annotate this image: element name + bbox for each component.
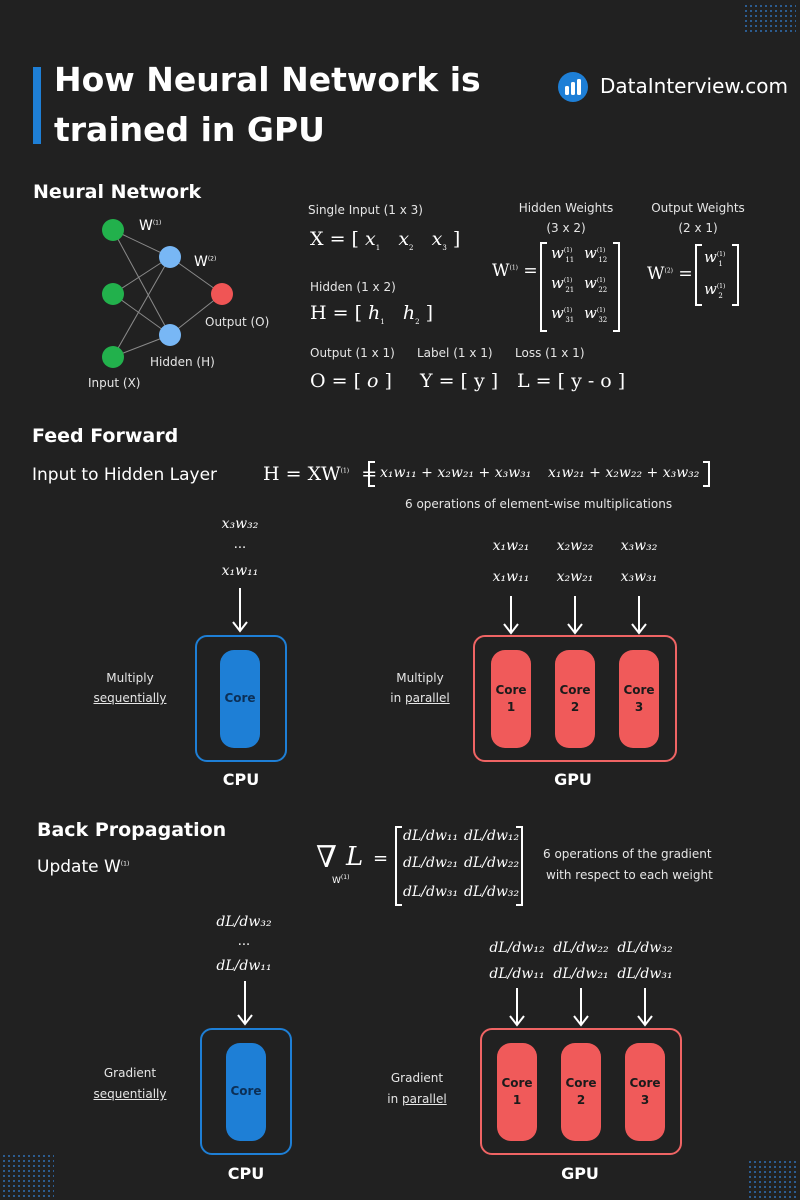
hidden-weight-cell bbox=[584, 304, 607, 324]
ff-cpu-side-label-1: Multiply bbox=[106, 671, 154, 685]
bp-gpu-core-label bbox=[501, 1075, 532, 1110]
bp-gpu-op-bottom-1: dL/dw₁₁ bbox=[489, 966, 545, 982]
output-weight-subscript: 2 bbox=[718, 292, 723, 300]
feed-forward-left-bracket bbox=[368, 461, 375, 487]
output-weight-cell bbox=[704, 280, 726, 300]
hidden-weight-symbol: w bbox=[551, 274, 564, 292]
output-def-label: Output (1 x 1) bbox=[310, 346, 395, 360]
ff-gpu-core-label bbox=[495, 682, 526, 717]
ff-gpu-op-top-1: x₁w₂₁ bbox=[492, 538, 530, 554]
ff-gpu-op-bottom-2: x₂w₂₁ bbox=[556, 569, 594, 585]
feed-forward-right-bracket bbox=[703, 461, 710, 487]
hidden-weight-cell bbox=[584, 244, 607, 264]
bp-gpu-core-2 bbox=[561, 1043, 601, 1141]
ff-gpu-core-label bbox=[559, 682, 590, 717]
gradient-matrix-cell: dL/dw₂₂ bbox=[464, 855, 520, 871]
output-weight-superscript: (1) bbox=[716, 283, 726, 290]
w2-label: $W^{(2)}$ bbox=[194, 254, 217, 270]
bp-gpu-core-number: 2 bbox=[576, 1093, 586, 1107]
hidden-weight-symbol: w bbox=[551, 304, 564, 322]
bp-gpu-label: GPU bbox=[561, 1164, 599, 1183]
hidden-weight-symbol: w bbox=[584, 274, 597, 292]
ff-cpu-bottom-op: x₁w₁₁ bbox=[221, 563, 259, 579]
output-weight-subscript: 1 bbox=[718, 260, 723, 268]
ff-gpu-down-arrow-icon bbox=[566, 596, 584, 636]
bp-gpu-down-arrow-icon bbox=[636, 988, 654, 1028]
bp-cpu-top-op: dL/dw₃₂ bbox=[216, 914, 272, 930]
gradient-matrix-cell: dL/dw₃₁ bbox=[403, 884, 459, 900]
bp-gpu-op-bottom-2: dL/dw₂₁ bbox=[553, 966, 609, 982]
bp-gpu-core-name: Core bbox=[565, 1075, 597, 1090]
ff-gpu-side-label-1: Multiply bbox=[396, 671, 444, 685]
hidden-node-1 bbox=[159, 246, 181, 268]
ff-gpu-label: GPU bbox=[554, 770, 592, 789]
hidden-weight-superscript: (1) bbox=[563, 307, 573, 314]
hidden-weight-subscript: 12 bbox=[598, 256, 608, 264]
output-weights-lhs: $W^{(2)}$ = bbox=[647, 264, 693, 284]
bp-cpu-side-label-2: sequentially bbox=[93, 1087, 167, 1101]
bp-cpu-core-label: Core bbox=[230, 1084, 262, 1099]
feed-forward-row-1: x₁w₁₁ + x₂w₂₁ + x₃w₃₁ bbox=[380, 465, 532, 481]
hidden-weight-subscript: 22 bbox=[598, 286, 608, 294]
bar-chart-logo-icon bbox=[557, 71, 589, 103]
hidden-weights-right-bracket bbox=[613, 242, 620, 332]
hidden-weight-symbol: w bbox=[551, 244, 564, 262]
single-input-label: Single Input (1 x 3) bbox=[308, 203, 423, 217]
hidden-weight-cell bbox=[584, 274, 607, 294]
hidden-weight-cell bbox=[551, 274, 574, 294]
ff-cpu-top-op: x₃w₃₂ bbox=[221, 516, 259, 532]
output-weight-superscript: (1) bbox=[716, 251, 726, 258]
bp-gpu-core-label bbox=[565, 1075, 596, 1110]
hidden-weights-label: Hidden Weights bbox=[518, 201, 614, 215]
bp-gpu-side-label-2: in parallel bbox=[387, 1092, 447, 1106]
bp-cpu-bottom-op: dL/dw₁₁ bbox=[216, 958, 272, 974]
gradient-equals: = bbox=[373, 848, 389, 869]
ff-gpu-core-name: Core bbox=[623, 682, 655, 697]
page-title-line-2: trained in GPU bbox=[54, 110, 325, 149]
ff-gpu-core-name: Core bbox=[495, 682, 527, 697]
input-layer-label: Input (X) bbox=[88, 376, 141, 390]
loss-def-label: Loss (1 x 1) bbox=[515, 346, 585, 360]
page-title-line-1: How Neural Network is bbox=[54, 60, 481, 99]
hidden-def-expression: H = [ $h_1$ $h_2$ ] bbox=[310, 302, 434, 326]
dot-grid-bottom-left bbox=[2, 1154, 54, 1198]
hidden-weight-symbol: w bbox=[584, 244, 597, 262]
output-weight-symbol: w bbox=[704, 248, 717, 266]
gradient-matrix-cell: dL/dw₁₁ bbox=[403, 828, 459, 844]
ff-gpu-core-number: 3 bbox=[634, 700, 644, 714]
gradient-matrix-cell: dL/dw₂₁ bbox=[403, 855, 459, 871]
title-accent-bar bbox=[33, 67, 41, 144]
gradient-note-line-2: with respect to each weight bbox=[546, 868, 713, 882]
ff-gpu-op-top-2: x₂w₂₂ bbox=[556, 538, 594, 554]
bp-cpu-down-arrow-icon bbox=[236, 981, 254, 1027]
bp-cpu-core bbox=[226, 1043, 266, 1141]
back-propagation-heading: Back Propagation bbox=[37, 819, 227, 841]
ff-gpu-side-label-2: in parallel bbox=[390, 691, 450, 705]
hidden-weights-left-bracket bbox=[540, 242, 547, 332]
gradient-matrix-left-bracket bbox=[395, 826, 402, 906]
w1-label: $W^{(1)}$ bbox=[139, 218, 162, 234]
ff-gpu-core-name: Core bbox=[559, 682, 591, 697]
feed-forward-note: 6 operations of element-wise multiplications bbox=[405, 497, 673, 511]
hidden-weight-superscript: (1) bbox=[596, 277, 606, 284]
dot-grid-top-right bbox=[744, 4, 796, 34]
output-weights-dims: (2 x 1) bbox=[678, 221, 718, 235]
bp-gpu-op-top-3: dL/dw₃₂ bbox=[617, 940, 673, 956]
ff-gpu-core-number: 1 bbox=[506, 700, 516, 714]
bp-gpu-down-arrow-icon bbox=[572, 988, 590, 1028]
neural-network-heading: Neural Network bbox=[33, 181, 202, 203]
feed-forward-row-2: x₁w₂₁ + x₂w₂₂ + x₃w₃₂ bbox=[548, 465, 700, 481]
bp-gpu-core-1 bbox=[497, 1043, 537, 1141]
output-weight-symbol: w bbox=[704, 280, 717, 298]
ff-cpu-core-label: Core bbox=[224, 691, 256, 706]
hidden-weights-dims: (3 x 2) bbox=[546, 221, 586, 235]
label-def-expression: Y = [ y ] bbox=[420, 370, 499, 392]
input-node-1 bbox=[102, 219, 124, 241]
hidden-weight-superscript: (1) bbox=[563, 247, 573, 254]
ff-cpu-down-arrow-icon bbox=[231, 588, 249, 634]
single-input-expression: X = [ $x_1$ $x_2$ $x_3$ ] bbox=[310, 228, 461, 252]
hidden-def-label: Hidden (1 x 2) bbox=[310, 280, 396, 294]
ff-gpu-op-bottom-1: x₁w₁₁ bbox=[492, 569, 530, 585]
output-weights-right-bracket bbox=[732, 244, 739, 306]
feed-forward-equation-lhs: $H = XW^{(1)}$ = bbox=[263, 463, 378, 485]
hidden-weights-lhs: $W^{(1)}$ = bbox=[492, 261, 538, 281]
bp-cpu-side-label-1: Gradient bbox=[103, 1066, 157, 1080]
gradient-nabla-icon: ∇ bbox=[316, 840, 337, 875]
input-to-hidden-subheading: Input to Hidden Layer bbox=[32, 465, 218, 485]
ff-gpu-core-3 bbox=[619, 650, 659, 748]
bp-gpu-core-name: Core bbox=[501, 1075, 533, 1090]
bp-gpu-op-top-2: dL/dw₂₂ bbox=[553, 940, 609, 956]
ff-gpu-core-number: 2 bbox=[570, 700, 580, 714]
ff-cpu-dots: ... bbox=[233, 537, 247, 552]
bp-gpu-core-number: 3 bbox=[640, 1093, 650, 1107]
output-weights-label: Output Weights bbox=[651, 201, 745, 215]
output-def-expression: O = [ o ] bbox=[310, 370, 392, 392]
gradient-matrix-cell: dL/dw₁₂ bbox=[464, 828, 520, 844]
ff-cpu-core bbox=[220, 650, 260, 748]
output-layer-label: Output (O) bbox=[205, 315, 270, 329]
input-node-3 bbox=[102, 346, 124, 368]
ff-gpu-core-1 bbox=[491, 650, 531, 748]
hidden-weight-subscript: 11 bbox=[565, 256, 575, 264]
output-weights-left-bracket bbox=[695, 244, 702, 306]
hidden-node-2 bbox=[159, 324, 181, 346]
label-def-label: Label (1 x 1) bbox=[417, 346, 493, 360]
ff-gpu-core-2 bbox=[555, 650, 595, 748]
hidden-weight-cell bbox=[551, 244, 574, 264]
gradient-subscript: $W^{(1)}$ bbox=[332, 874, 350, 886]
loss-def-expression: L = [ y - o ] bbox=[517, 370, 626, 392]
ff-gpu-core-label bbox=[623, 682, 654, 717]
hidden-weight-symbol: w bbox=[584, 304, 597, 322]
hidden-weight-subscript: 31 bbox=[565, 316, 575, 324]
bp-gpu-side-label-1: Gradient bbox=[390, 1071, 444, 1085]
ff-cpu-side-label-2: sequentially bbox=[93, 691, 167, 705]
ff-gpu-down-arrow-icon bbox=[630, 596, 648, 636]
bp-gpu-op-bottom-3: dL/dw₃₁ bbox=[617, 966, 673, 982]
bp-gpu-core-label bbox=[629, 1075, 660, 1110]
input-node-2 bbox=[102, 283, 124, 305]
hidden-weight-subscript: 32 bbox=[598, 316, 608, 324]
bp-gpu-core-number: 1 bbox=[512, 1093, 522, 1107]
bp-cpu-dots: ... bbox=[237, 934, 251, 949]
ff-gpu-op-bottom-3: x₃w₃₁ bbox=[620, 569, 658, 585]
gradient-matrix-cell: dL/dw₃₂ bbox=[464, 884, 520, 900]
hidden-weight-subscript: 21 bbox=[565, 286, 575, 294]
feed-forward-heading: Feed Forward bbox=[32, 425, 179, 447]
hidden-layer-label: Hidden (H) bbox=[150, 355, 215, 369]
ff-gpu-op-top-3: x₃w₃₂ bbox=[620, 538, 658, 554]
brand-name: DataInterview.com bbox=[600, 74, 788, 98]
hidden-weight-cell bbox=[551, 304, 574, 324]
bp-cpu-label: CPU bbox=[227, 1164, 265, 1183]
bp-gpu-down-arrow-icon bbox=[508, 988, 526, 1028]
bp-gpu-core-name: Core bbox=[629, 1075, 661, 1090]
bp-gpu-core-3 bbox=[625, 1043, 665, 1141]
hidden-weight-superscript: (1) bbox=[563, 277, 573, 284]
hidden-weight-superscript: (1) bbox=[596, 247, 606, 254]
ff-cpu-label: CPU bbox=[222, 770, 260, 789]
gradient-loss-symbol: L bbox=[346, 842, 364, 872]
hidden-weight-superscript: (1) bbox=[596, 307, 606, 314]
gradient-note-line-1: 6 operations of the gradient bbox=[543, 847, 712, 861]
dot-grid-bottom-right bbox=[748, 1160, 798, 1198]
output-node bbox=[211, 283, 233, 305]
update-w-subheading: Update $W^{(1)}$ bbox=[37, 857, 130, 877]
ff-gpu-down-arrow-icon bbox=[502, 596, 520, 636]
bp-gpu-op-top-1: dL/dw₁₂ bbox=[489, 940, 545, 956]
output-weight-cell bbox=[704, 248, 726, 268]
